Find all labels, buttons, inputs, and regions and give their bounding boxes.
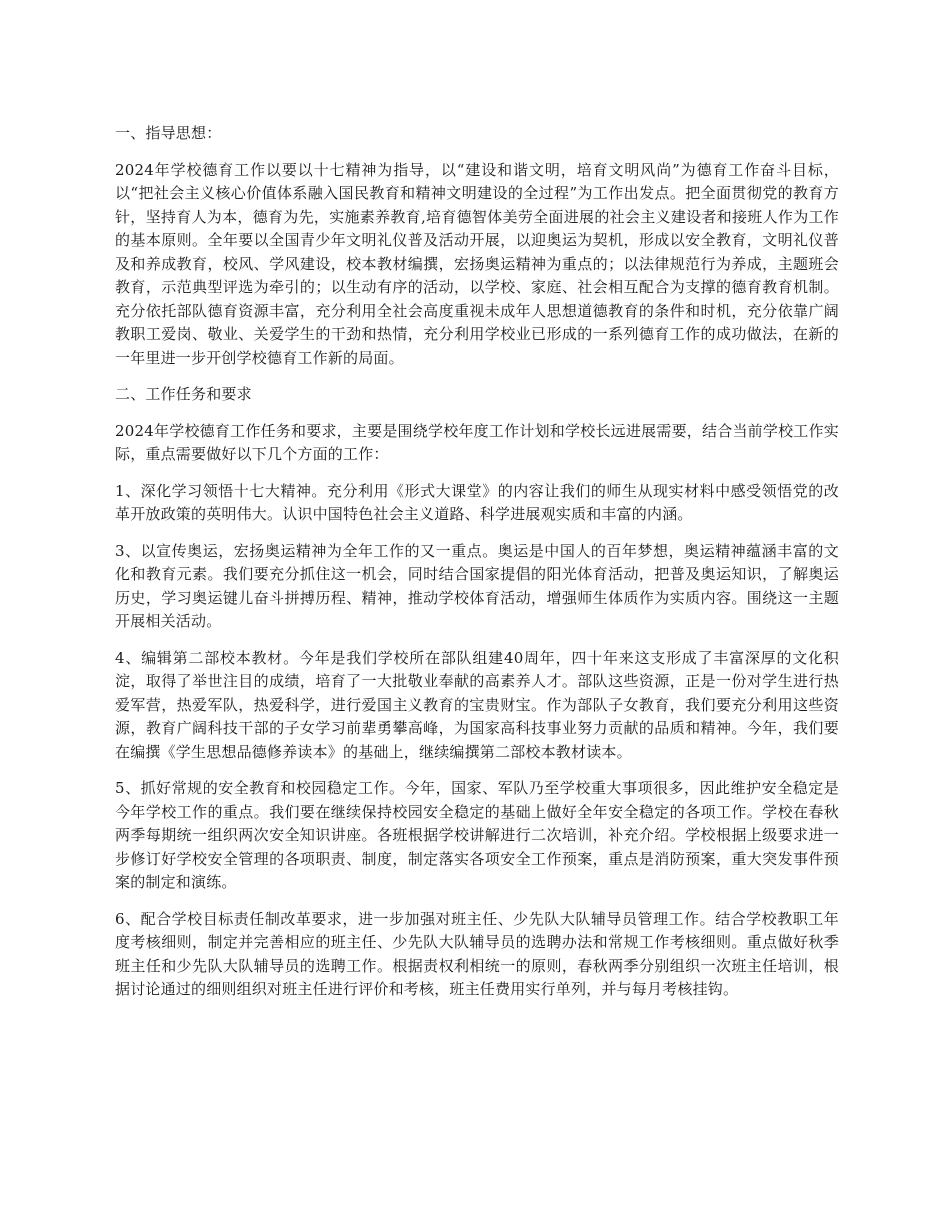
task-item-class-teacher-management: 6、配合学校目标责任制改革要求，进一步加强对班主任、少先队大队辅导员管理工作。结合学校教职工年度考核细则，制定并完善相应的班主任、少先队大队辅导员的选聘办法和常规工作考核细则。重点做好秋季班主任和少先队大队辅导员的选聘工作。根据责权利相统一的原则，春秋两季分别组织一次班主任培训，根据讨论通过的细则组织对班主任进行评价和考核，班主任费用实行单列，并与每月考核挂钩。 xyxy=(115,909,839,998)
section-heading-guiding-thought: 一、指导思想： xyxy=(115,124,222,142)
section-heading-tasks: 二、工作任务和要求 xyxy=(115,385,252,403)
tasks-intro-paragraph: 2024年学校德育工作任务和要求，主要是围绕学校年度工作计划和学校长远进展需要，结合当前学校工作实际，重点需要做好以下几个方面的工作： xyxy=(115,421,839,463)
task-item-olympic-spirit: 3、以宣传奥运，宏扬奥运精神为全年工作的又一重点。奥运是中国人的百年梦想，奥运精神蕴涵丰富的文化和教育元素。我们要充分抓住这一机会，同时结合国家提倡的阳光体育活动，把普及奥运知识，了解奥运历史，学习奥运键儿奋斗拼搏历程、精神，推动学校体育活动，增强师生体质作为实质内容。围绕这一主题开展相关活动。 xyxy=(115,541,839,630)
task-item-study-17th-congress: 1、深化学习领悟十七大精神。充分利用《形式大课堂》的内容让我们的师生从现实材料中感受领悟党的改革开放政策的英明伟大。认识中国特色社会主义道路、科学进展观实质和丰富的内涵。 xyxy=(115,481,839,523)
task-item-safety-education: 5、抓好常规的安全教育和校园稳定工作。今年，国家、军队乃至学校重大事项很多，因此维护安全稳定是今年学校工作的重点。我们要在继续保持校园安全稳定的基础上做好全年安全稳定的各项工作。学校在春秋两季每期统一组织两次安全知识讲座。各班根据学校讲解进行二次培训，补充介绍。学校根据上级要求进一步修订好学校安全管理的各项职责、制度，制定落实各项安全工作预案，重点是消防预案，重大突发事件预案的制定和演练。 xyxy=(115,779,839,891)
guiding-thought-paragraph: 2024年学校德育工作以要以十七精神为指导，以“建设和谐文明，培育文明风尚”为德育工作奋斗目标，以“把社会主义核心价值体系融入国民教育和精神文明建设的全过程”为工作出发点。把全面贯彻党的教育方针，坚持育人为本，德育为先，实施素养教育,培育德智体美劳全面进展的社会主义建设者和接班人作为工作的基本原则。全年要以全国青少年文明礼仪普及活动开展，以迎奥运为契机，形成以安全教育，文明礼仪普及和养成教育，校风、学风建设，校本教材编撰，宏扬奥运精神为重点的；以法律规范行为养成，主题班会教育，示范典型评选为牵引的；以生动有序的活动，以学校、家庭、社会相互配合为支撑的德育教育机制。充分依托部队德育资源丰富，充分利用全社会高度重视未成年人思想道德教育的条件和时机，充分依靠广阔教职工爱岗、敬业、关爱学生的干劲和热情，充分利用学校业已形成的一系列德育工作的成功做法，在新的一年里进一步开创学校德育工作新的局面。 xyxy=(115,160,839,367)
document-page xyxy=(115,122,839,1015)
task-item-school-textbook: 4、编辑第二部校本教材。今年是我们学校所在部队组建40周年，四十年来这支形成了丰富深厚的文化积淀，取得了举世注目的成绩，培育了一大批敬业奉献的高素养人才。部队这些资源，正是一份对学生进行热爱军营，热爱军队，热爱科学，进行爱国主义教育的宝贵财宝。作为部队子女教育，我们要充分利用这些资源，教育广阔科技干部的子女学习前辈勇攀高峰，为国家高科技事业努力贡献的品质和精神。今年，我们要在编撰《学生思想品德修养读本》的基础上，继续编撰第二部校本教材读本。 xyxy=(115,648,839,761)
